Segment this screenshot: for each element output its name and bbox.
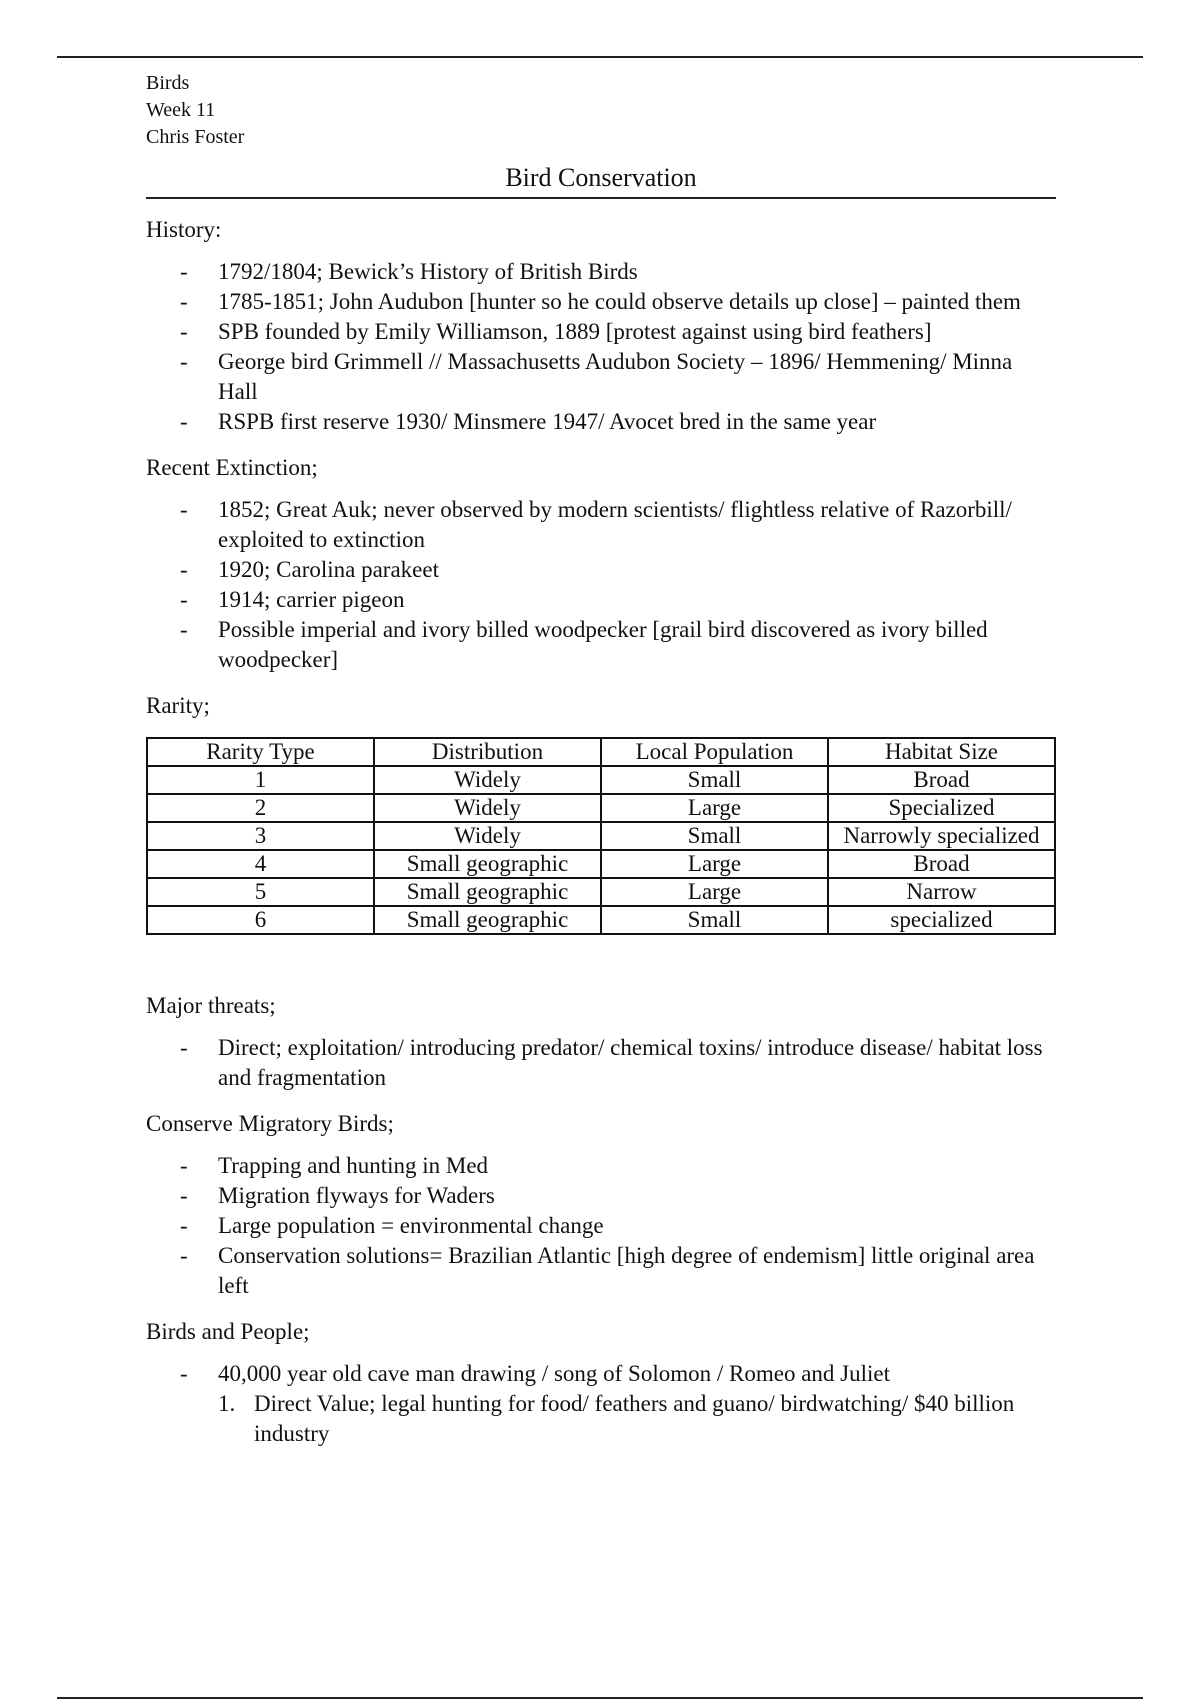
table-cell: Broad	[828, 766, 1055, 794]
list-item: - 1920; Carolina parakeet	[180, 557, 439, 582]
table-cell: Small	[601, 906, 828, 934]
table-cell: Widely	[374, 766, 601, 794]
page-title: Bird Conservation	[505, 163, 697, 192]
table-row	[147, 822, 1055, 850]
list-item: - Trapping and hunting in Med	[180, 1153, 489, 1178]
column-header: Distribution	[374, 738, 601, 766]
list-item: - 1914; carrier pigeon	[180, 587, 405, 612]
table-cell: Large	[601, 850, 828, 878]
table-cell: Small geographic	[374, 906, 601, 934]
table-row	[147, 766, 1055, 794]
list-item: - Direct; exploitation/ introducing predator/ chemical toxins/ introduce disease/ habitat loss and fragmentation	[180, 1035, 1043, 1090]
table-cell: specialized	[828, 906, 1055, 934]
table-cell: 5	[147, 878, 374, 906]
list-item: - 1792/1804; Bewick’s History of British Birds	[180, 259, 638, 284]
table-row	[147, 906, 1055, 934]
document-header	[146, 70, 1056, 151]
history-list	[146, 257, 1056, 437]
table-row	[147, 794, 1055, 822]
history-heading: History:	[146, 217, 222, 242]
table-cell: Broad	[828, 850, 1055, 878]
title-bar	[146, 161, 1056, 199]
list-item: - SPB founded by Emily Williamson, 1889 [protest against using bird feathers]	[180, 319, 932, 344]
list-item: - George bird Grimmell // Massachusetts Audubon Society – 1896/ Hemmening/ Minna Hall	[180, 349, 1013, 404]
rarity-heading: Rarity;	[146, 693, 210, 718]
people-heading: Birds and People;	[146, 1319, 310, 1344]
table-cell: Small geographic	[374, 878, 601, 906]
column-header: Local Population	[601, 738, 828, 766]
people-list	[146, 1359, 1056, 1389]
table-cell: 4	[147, 850, 374, 878]
course-name: Birds	[146, 72, 190, 94]
table-cell: Narrow	[828, 878, 1055, 906]
table-cell: Large	[601, 794, 828, 822]
numbered-item: 1. Direct Value; legal hunting for food/ feathers and guano/ birdwatching/ $40 billion industry	[218, 1391, 1015, 1446]
table-cell: Widely	[374, 794, 601, 822]
table-cell: Small	[601, 766, 828, 794]
table-cell: 6	[147, 906, 374, 934]
week-label: Week 11	[146, 99, 216, 121]
table-row	[147, 878, 1055, 906]
table-cell: Specialized	[828, 794, 1055, 822]
list-item: - Large population = environmental change	[180, 1213, 604, 1238]
migratory-heading: Conserve Migratory Birds;	[146, 1111, 394, 1136]
list-item: - Conservation solutions= Brazilian Atlantic [high degree of endemism] little original area left	[180, 1243, 1035, 1298]
list-item: - RSPB first reserve 1930/ Minsmere 1947/ Avocet bred in the same year	[180, 409, 877, 434]
table-cell: 3	[147, 822, 374, 850]
list-item: - 1785-1851; John Audubon [hunter so he could observe details up close] – painted them	[180, 289, 1021, 314]
table-cell: Small	[601, 822, 828, 850]
table-row	[147, 850, 1055, 878]
table-cell: Large	[601, 878, 828, 906]
column-header: Habitat Size	[828, 738, 1055, 766]
extinction-list	[146, 495, 1056, 675]
top-rule	[57, 56, 1143, 58]
table-cell: Widely	[374, 822, 601, 850]
table-cell: 2	[147, 794, 374, 822]
table-cell: 1	[147, 766, 374, 794]
list-item: - Possible imperial and ivory billed woodpecker [grail bird discovered as ivory billed woodpecker]	[180, 617, 988, 672]
column-header: Rarity Type	[147, 738, 374, 766]
author-name: Chris Foster	[146, 126, 245, 148]
rarity-table	[146, 737, 1056, 935]
list-item: - 40,000 year old cave man drawing / song of Solomon / Romeo and Juliet	[180, 1361, 890, 1386]
table-cell: Narrowly specialized	[828, 822, 1055, 850]
list-item: - 1852; Great Auk; never observed by modern scientists/ flightless relative of Razorbill/ exploited to extinction	[180, 497, 1012, 552]
list-item: - Migration flyways for Waders	[180, 1183, 495, 1208]
bottom-rule	[57, 1697, 1143, 1699]
people-numbered-list	[146, 1389, 1056, 1449]
extinction-heading: Recent Extinction;	[146, 455, 318, 480]
table-cell: Small geographic	[374, 850, 601, 878]
table-header-row	[147, 738, 1055, 766]
migratory-list	[146, 1151, 1056, 1301]
threats-heading: Major threats;	[146, 993, 276, 1018]
document-page	[146, 70, 1056, 1449]
spacer	[146, 935, 1056, 975]
threats-list	[146, 1033, 1056, 1093]
